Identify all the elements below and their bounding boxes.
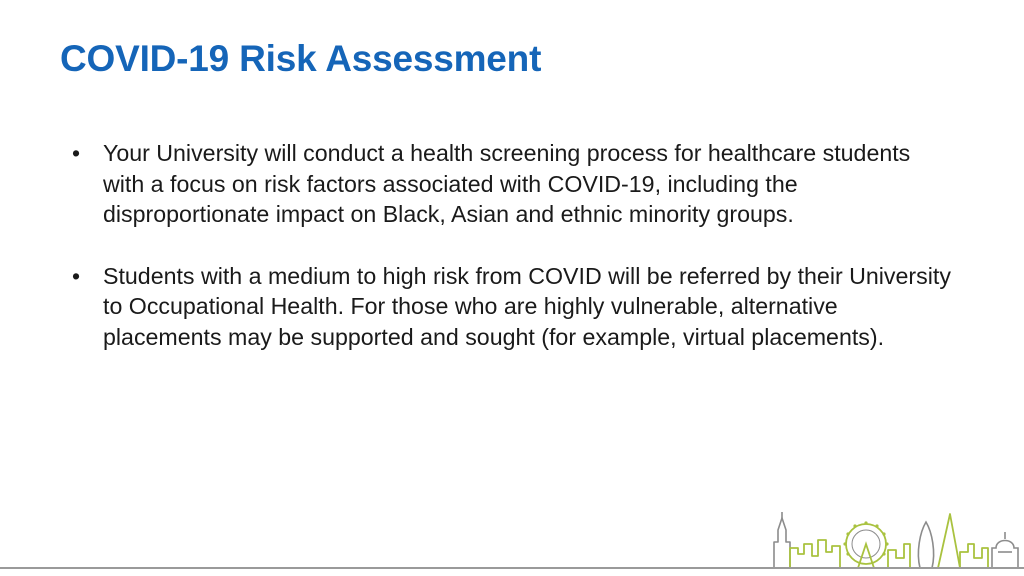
bullet-text: Your University will conduct a health screening process for healthcare students with a focus on risk factors associated with COVID-19, including the disproportionate impact on Black, Asian and ethnic minority groups. [103, 140, 911, 227]
buildings-middle-icon [888, 544, 910, 568]
bullet-list [72, 138, 952, 383]
church-spire-icon [774, 512, 790, 568]
bullet-item [72, 261, 952, 353]
gherkin-icon [918, 522, 933, 568]
bullet-text: Students with a medium to high risk from COVID will be referred by their University to Occupational Health. For those who are highly vulnerable, alternative placements may be supported and sought (for example, virtual placements). [103, 262, 951, 350]
london-skyline-icon [770, 508, 1024, 572]
slide-title: COVID-19 Risk Assessment [60, 38, 542, 79]
dome-icon [992, 532, 1018, 568]
buildings-left-icon [790, 540, 840, 568]
buildings-right-icon [960, 544, 988, 568]
shard-icon [938, 514, 960, 568]
wheel-pods [843, 521, 888, 555]
footer-divider [0, 567, 1024, 569]
bullet-icon: • [72, 140, 81, 166]
bullet-item [72, 138, 952, 230]
bullet-icon: • [72, 262, 81, 289]
ferris-wheel-icon [846, 524, 886, 568]
